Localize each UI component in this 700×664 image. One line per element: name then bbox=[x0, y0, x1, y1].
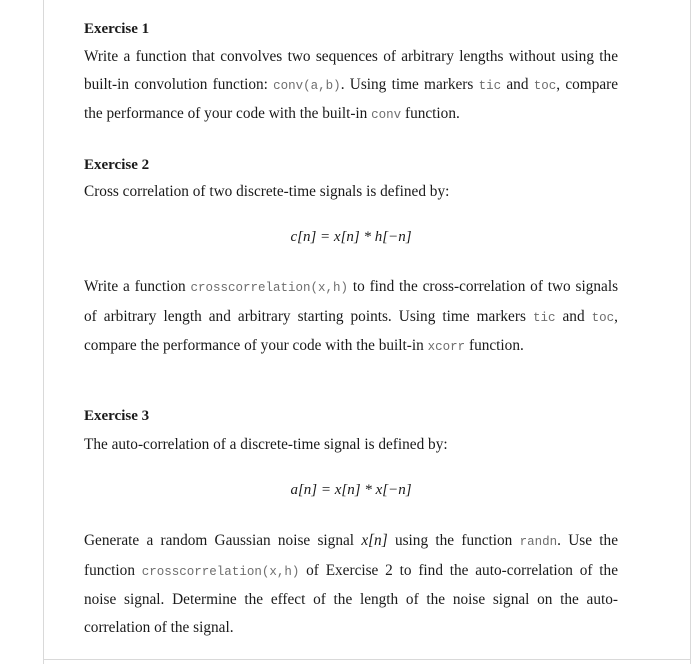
code-conv: conv bbox=[371, 108, 402, 122]
text-segment: . Using time markers bbox=[340, 75, 474, 93]
code-toc: toc bbox=[591, 310, 615, 325]
code-conv-ab: conv(a,b) bbox=[273, 78, 341, 93]
var-xn: x[n] bbox=[361, 532, 388, 549]
text-segment: and bbox=[562, 307, 585, 325]
page-border-right bbox=[690, 0, 691, 664]
exercise-1-heading: Exercise 1 bbox=[84, 21, 150, 37]
code-randn: randn bbox=[519, 535, 558, 549]
text-segment: and bbox=[506, 75, 529, 93]
exercise-1-text bbox=[84, 43, 618, 130]
page-border-left bbox=[43, 0, 44, 664]
cross-correlation-equation: c[n] = x[n] * h[−n] bbox=[290, 229, 412, 245]
exercise-2-text bbox=[84, 273, 618, 362]
exercise-3-intro: The auto-correlation of a discrete-time signal is defined by: bbox=[84, 435, 448, 453]
auto-correlation-equation: a[n] = x[n] * x[−n] bbox=[290, 482, 412, 498]
code-toc: toc bbox=[533, 78, 557, 93]
code-xcorr: xcorr bbox=[427, 340, 466, 354]
exercise-2-heading: Exercise 2 bbox=[84, 156, 150, 173]
text-segment: , compare the performance of your code with the built-in bbox=[84, 75, 619, 122]
code-tic: tic bbox=[532, 310, 556, 325]
text-segment: , compare the performance of your code with the built-in bbox=[84, 307, 618, 354]
code-crosscorrelation: crosscorrelation(x,h) bbox=[141, 564, 300, 579]
text-segment: Write a function bbox=[84, 278, 186, 295]
code-crosscorrelation: crosscorrelation(x,h) bbox=[190, 281, 349, 295]
text-segment: to find the cross-correlation of two signals of arbitrary length and arbitrary starting points. Using time markers bbox=[84, 278, 619, 325]
document-content bbox=[84, 16, 618, 641]
text-segment: of Exercise 2 to find the auto-correlation of the noise signal. Determine the effect of the length of the noise signal on the auto-correlation of the signal. bbox=[84, 561, 618, 636]
text-segment: function. bbox=[405, 105, 460, 122]
page-border-bottom bbox=[43, 659, 691, 660]
code-tic: tic bbox=[478, 78, 502, 93]
text-segment: Generate a random Gaussian noise signal bbox=[84, 532, 355, 549]
text-segment: function. bbox=[468, 337, 524, 354]
text-segment: Write a function that convolves two sequences of arbitrary lengths without using the built-in convolution function: bbox=[84, 48, 618, 93]
exercise-2-intro: Cross correlation of two discrete-time signals is defined by: bbox=[84, 182, 450, 200]
exercise-3-text bbox=[84, 527, 618, 641]
exercise-3-heading: Exercise 3 bbox=[84, 407, 150, 424]
text-segment: . Use the function bbox=[84, 532, 618, 579]
text-segment: using the function bbox=[394, 532, 513, 549]
